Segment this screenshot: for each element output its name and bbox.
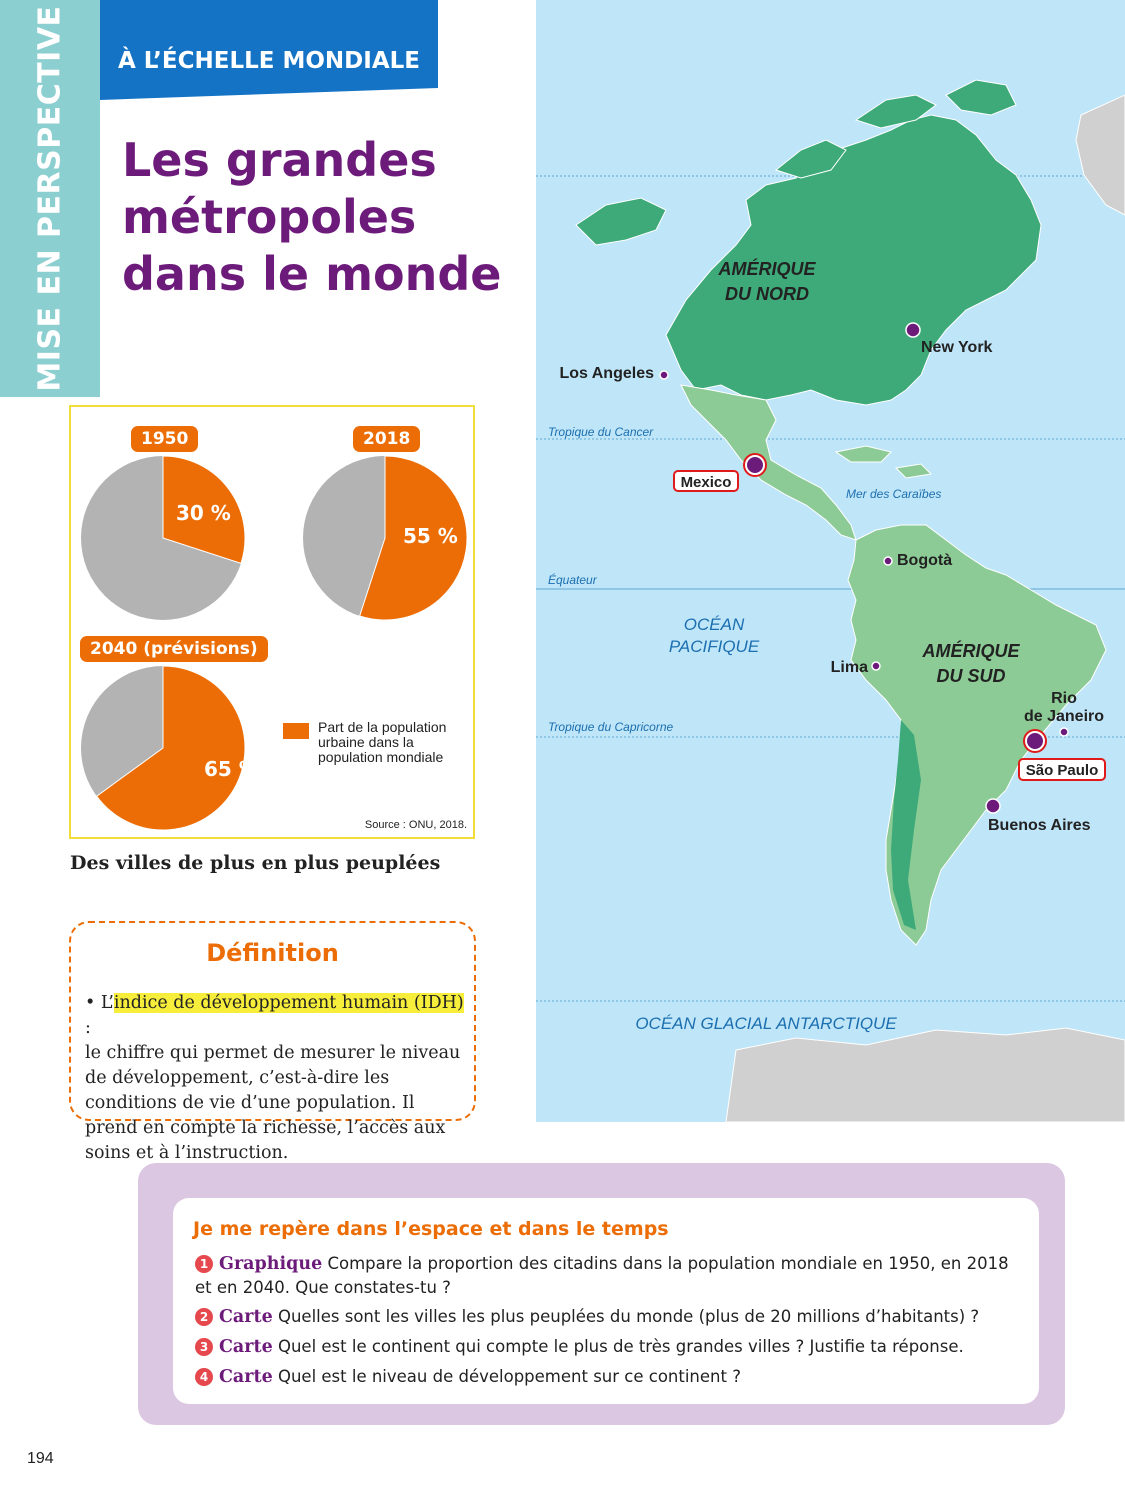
questions-title: Je me repère dans l’espace et dans le temps [193,1218,669,1240]
question-text-2: Quelles sont les villes les plus peuplées du monde (plus de 20 millions d’habitants) ? [277,1307,980,1326]
question-text-3: Quel est le continent qui compte le plus de très grandes villes ? Justifie ta réponse. [277,1337,964,1356]
definition-term: indice de développement humain (IDH) [113,993,464,1013]
city-marker-los-angeles [660,371,668,379]
chart-caption: Des villes de plus en plus peuplées [70,852,441,874]
north-america-label-1: AMÉRIQUE [718,259,816,279]
antarctic-ocean-label: OCÉAN GLACIAL ANTARCTIQUE [635,1014,897,1033]
question-number-1: 1 [195,1255,213,1273]
question-3 [195,1335,1015,1359]
page-title [122,132,522,303]
tropic-cancer-label: Tropique du Cancer [548,425,654,439]
question-keyword-4: Carte [219,1367,273,1387]
tropic-capricorn-label: Tropique du Capricorne [548,720,674,734]
chart-source: Source : ONU, 2018. [364,819,467,831]
south-america-label-2: DU SUD [936,666,1006,686]
city-marker-lima [872,662,880,670]
legend-text: Part de la population urbaine dans la population mondiale [318,719,447,765]
question-keyword-1: Graphique [219,1254,323,1274]
pie-value-2018: 55 % [403,524,458,548]
city-label-rio-1: Rio [1051,690,1077,707]
definition-suffix: : [85,1018,91,1038]
pie-label-2018: 2018 [353,426,420,452]
city-label-los-angeles: Los Angeles [559,365,654,382]
definition-title: Définition [206,939,339,967]
pie-2040 [81,666,245,830]
city-label-sao-paulo: São Paulo [1025,762,1099,779]
question-1 [195,1252,1015,1299]
question-text-1: Compare la proportion des citadins dans la population mondiale en 1950, en 2018 et en 2040. Que constates-tu ? [195,1254,1009,1297]
question-number-3: 3 [195,1338,213,1356]
city-label-lima: Lima [830,659,868,676]
pie-1950 [81,456,245,620]
section-banner-label: À L’ÉCHELLE MONDIALE [118,48,420,74]
city-marker-sao-paulo [1026,732,1044,750]
page-title-line-3: dans le monde [122,247,502,301]
question-number-4: 4 [195,1368,213,1386]
pie-chart-panel [69,405,475,839]
city-label-bogota: Bogotà [897,552,953,569]
definition-body: le chiffre qui permet de mesurer le niveau de développement, c’est-à-dire les conditions de vie d’une population. Il prend en compte la richesse, l’accès aux soins et à l’instruction. [85,1043,461,1163]
question-number-2: 2 [195,1308,213,1326]
question-keyword-3: Carte [219,1337,273,1357]
definition-box [69,921,476,1163]
city-marker-rio [1060,728,1068,736]
caribbean-label: Mer des Caraïbes [846,487,942,501]
equator-label: Équateur [548,573,597,587]
city-marker-bogota [884,557,892,565]
city-label-buenos-aires: Buenos Aires [988,817,1091,834]
definition-text [85,991,469,1166]
city-label-new-york: New York [921,339,993,356]
city-label-rio-2: de Janeiro [1023,708,1105,725]
pie-value-1950: 30 % [176,501,231,525]
legend-swatch [283,723,309,739]
definition-prefix: • L’ [85,993,114,1013]
pie-charts-svg [71,407,473,837]
side-band-label: MISE EN PERSPECTIVE [32,5,68,392]
city-marker-buenos-aires [986,799,1000,813]
question-2 [195,1305,1015,1329]
pie-value-2040: 65 % [204,757,259,781]
pacific-label-2: PACIFIQUE [668,637,760,656]
city-label-mexico: Mexico [680,474,732,491]
antarctica [726,1028,1125,1122]
americas-map [536,0,1125,1122]
page-title-line-1: Les grandes [122,133,437,187]
city-marker-mexico [746,456,764,474]
north-america-label-2: DU NORD [725,284,809,304]
page-number: 194 [27,1450,54,1467]
side-band-label-box [0,0,100,397]
question-keyword-2: Carte [219,1307,273,1327]
question-4 [195,1365,1015,1389]
page-title-line-2: métropoles [122,190,417,244]
south-america-label-1: AMÉRIQUE [922,641,1020,661]
pacific-label-1: OCÉAN [683,615,745,634]
pie-label-2040: 2040 (prévisions) [80,636,268,662]
question-text-4: Quel est le niveau de développement sur ce continent ? [277,1367,741,1386]
pie-label-1950: 1950 [131,426,198,452]
city-marker-new-york [906,323,920,337]
